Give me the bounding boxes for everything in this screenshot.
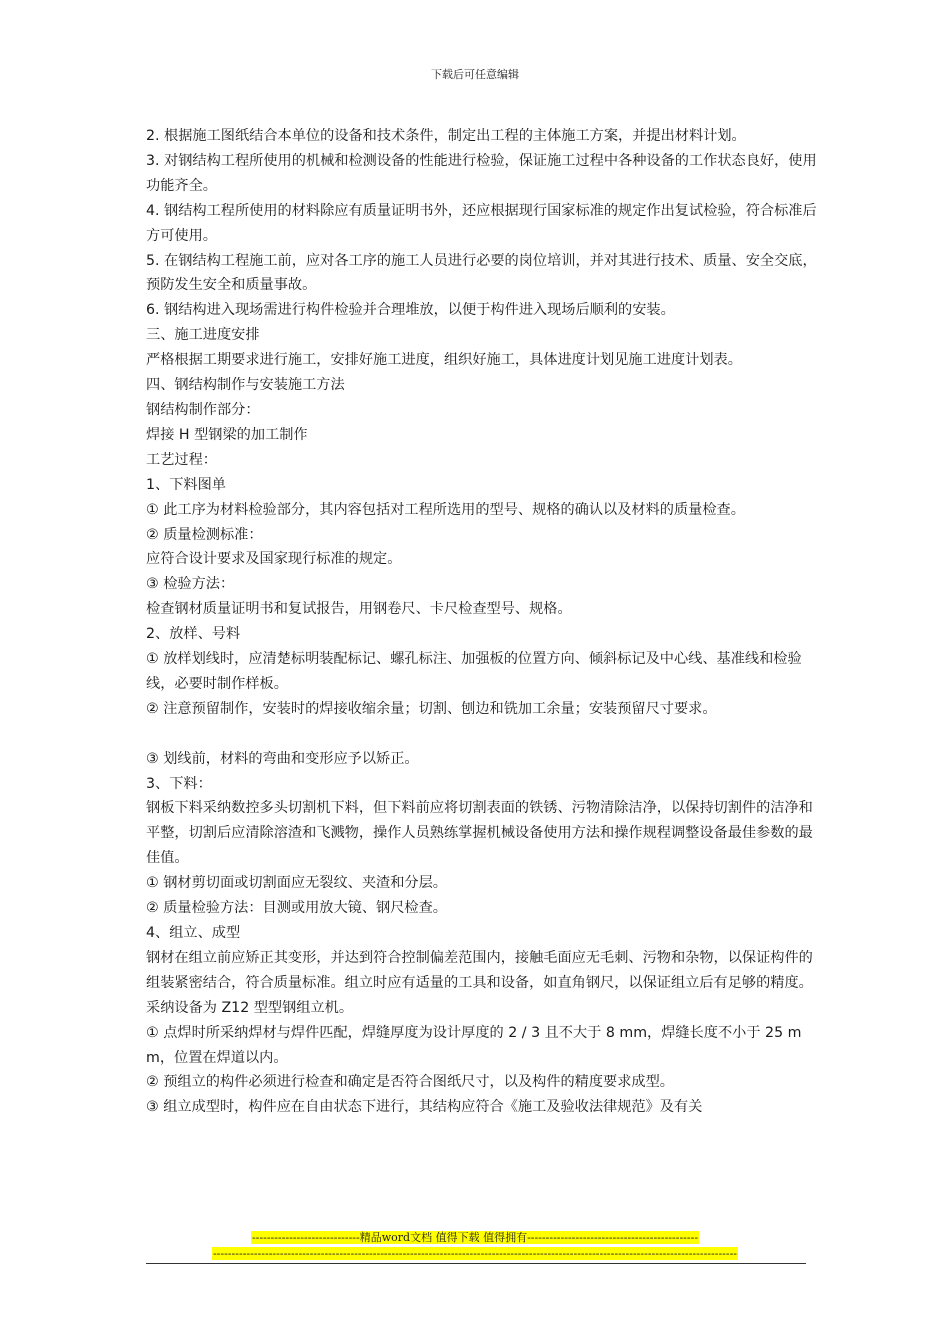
paragraph: ② 质量检验方法：目测或用放大镜、钢尺检查。 [146,900,447,917]
step-heading: 3、下料： [146,775,212,792]
paragraph: 4. 钢结构工程所使用的材料除应有质量证明书外，还应根据现行国家标准的规定作出复试检验，符合标准后方可使用。 [146,202,817,244]
paragraph: ① 钢材剪切面或切割面应无裂纹、夹渣和分层。 [146,875,447,892]
paragraph: 6. 钢结构进入现场需进行构件检验并合理堆放，以便于构件进入现场后顺利的安装。 [146,302,675,319]
subsection-heading: 钢结构制作部分： [146,401,260,418]
subsection-heading: 焊接 H 型钢梁的加工制作 [146,426,308,443]
paragraph: ① 此工序为材料检验部分，其内容包括对工程所选用的型号、规格的确认以及材料的质量检查。 [146,501,745,518]
step-heading: 1、下料图单 [146,476,226,493]
paragraph: 3. 对钢结构工程所使用的机械和检测设备的性能进行检验，保证施工过程中各种设备的工作状态良好，使用功能齐全。 [146,152,817,194]
step-heading: 2、放样、号料 [146,626,241,643]
paragraph: ② 质量检测标准： [146,526,263,543]
paragraph: ② 预组立的构件必须进行检查和确定是否符合图纸尺寸，以及构件的精度要求成型。 [146,1074,674,1091]
paragraph: 采纳设备为 Z12 型型钢组立机。 [146,999,354,1016]
paragraph: ③ 划线前，材料的弯曲和变形应予以矫正。 [146,750,419,767]
paragraph: ③ 检验方法： [146,576,235,593]
paragraph: 检查钢材质量证明书和复试报告，用钢卷尺、卡尺检查型号、规格。 [146,601,572,618]
paragraph: 钢材在组立前应矫正其变形，并达到符合控制偏差范围内，接触毛面应无毛刺、污物和杂物，以保证构件的组装紧密结合，符合质量标准。组立时应有适量的工具和设备，如直角钢尺，以保证组立后有足够的精度。 [146,949,813,991]
section-heading: 四、钢结构制作与安装施工方法 [146,377,345,394]
footer-dash-line: --------------------------------------------------------------------------------------------------------------------------------------------- [212,1247,738,1260]
subsection-heading: 工艺过程： [146,451,217,468]
footer-banner [0,1230,950,1245]
footer-divider [146,1263,806,1264]
paragraph: ③ 组立成型时，构件应在自由状态下进行，其结构应符合《施工及验收法律规范》及有关 [146,1099,703,1116]
blank-line [146,722,818,747]
paragraph: ① 点焊时所采纳焊材与焊件匹配，焊缝厚度为设计厚度的 2 / 3 且不大于 8 mm，焊缝长度不小于 25 mm，位置在焊道以内。 [146,1024,802,1066]
section-heading: 三、施工进度安排 [146,327,260,344]
step-heading: 4、组立、成型 [146,924,241,941]
paragraph: ① 放样划线时，应清楚标明装配标记、螺孔标注、加强板的位置方向、倾斜标记及中心线、基准线和检验线，必要时制作样板。 [146,651,802,692]
paragraph: 应符合设计要求及国家现行标准的规定。 [146,551,402,568]
footer-banner-rule [0,1246,950,1261]
page-header: 下载后可任意编辑 [431,68,519,81]
paragraph: 5. 在钢结构工程施工前，应对各工序的施工人员进行必要的岗位培训，并对其进行技术、质量、安全交底，预防发生安全和质量事故。 [146,252,817,294]
footer-banner-text: -----------------------------精品word文档 值得下载 值得拥有---------------------------------------------- [251,1231,699,1244]
paragraph: ② 注意预留制作，安装时的焊接收缩余量；切割、刨边和铣加工余量；安装预留尺寸要求。 [146,700,717,717]
paragraph: 2. 根据施工图纸结合本单位的设备和技术条件，制定出工程的主体施工方案，并提出材料计划。 [146,128,746,144]
paragraph: 钢板下料采纳数控多头切割机下料，但下料前应将切割表面的铁锈、污物清除洁净，以保持切割件的洁净和平整，切割后应清除溶渣和飞溅物，操作人员熟练掌握机械设备使用方法和操作规程调整设备最佳参数的最佳值。 [146,800,813,867]
paragraph: 严格根据工期要求进行施工，安排好施工进度，组织好施工，具体进度计划见施工进度计划表。 [146,352,742,369]
document-body [146,124,818,1120]
